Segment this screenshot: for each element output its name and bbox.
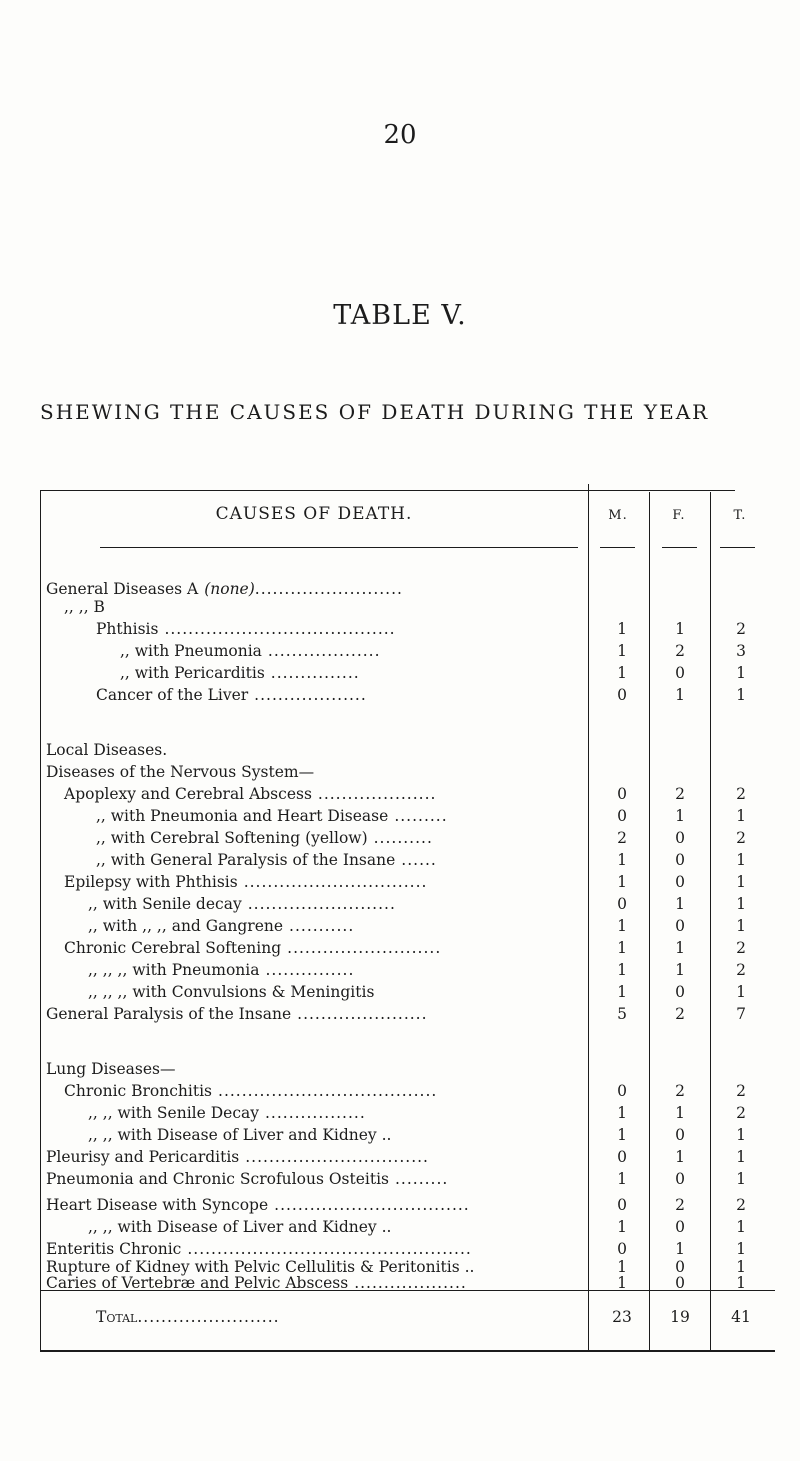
total-count: 7	[736, 1005, 746, 1023]
female-count: 1	[675, 1240, 685, 1258]
total-count: 1	[736, 983, 746, 1001]
cause-label-cell	[46, 741, 173, 759]
table-row	[0, 620, 800, 642]
cause-label-cell	[46, 1005, 428, 1023]
cause-label-cell	[88, 895, 396, 913]
cause-label-cell	[88, 1218, 397, 1236]
total-count: 2	[736, 829, 746, 847]
table-row	[0, 1060, 800, 1082]
table-row	[0, 829, 800, 851]
cause-label: ,, ,, ,, with Convulsions & Meningitis	[88, 983, 375, 1001]
cause-label-cell	[64, 598, 111, 616]
dot-leader: ...................	[254, 686, 367, 704]
dot-leader: .........	[394, 1170, 449, 1188]
female-count: 0	[675, 1274, 685, 1292]
total-count: 1	[736, 1218, 746, 1236]
dot-leader: ...............	[270, 664, 360, 682]
male-count: 1	[617, 642, 627, 660]
cause-label: Heart Disease with Syncope	[46, 1196, 269, 1214]
table-row	[0, 1218, 800, 1240]
table-title: TABLE V.	[333, 300, 467, 331]
female-count: 0	[675, 829, 685, 847]
table-row	[0, 642, 800, 664]
male-count: 1	[617, 939, 627, 957]
cause-label-cell	[96, 829, 433, 847]
cause-label: Caries of Vertebræ and Pelvic Abscess	[46, 1274, 349, 1292]
total-total: 41	[731, 1308, 751, 1326]
table-row	[0, 741, 800, 763]
cause-label: General Diseases A	[46, 580, 199, 598]
cause-label: ,, with Senile decay	[88, 895, 242, 913]
female-count: 0	[675, 983, 685, 1001]
total-male: 23	[612, 1308, 632, 1326]
female-count: 0	[675, 1258, 685, 1276]
cause-label-cell	[46, 1060, 181, 1078]
cause-label-cell	[88, 961, 354, 979]
male-count: 1	[617, 620, 627, 638]
table-row	[0, 807, 800, 829]
table-row	[0, 939, 800, 961]
column-header-male: M.	[608, 508, 628, 523]
male-count: 0	[617, 895, 627, 913]
cause-label: Rupture of Kidney with Pelvic Cellulitis & Peritonitis ..	[46, 1258, 475, 1276]
total-count: 1	[736, 1148, 746, 1166]
table-top-rule	[40, 490, 735, 491]
total-count: 3	[736, 642, 746, 660]
column-header-total: T.	[733, 508, 747, 523]
cause-label-cell	[46, 1196, 470, 1214]
total-count: 1	[736, 895, 746, 913]
dot-leader: ......	[401, 851, 437, 869]
cause-note: (none)	[204, 580, 255, 598]
total-count: 2	[736, 620, 746, 638]
dot-leader: ...........	[289, 917, 355, 935]
column-header-cause: CAUSES OF DEATH.	[215, 504, 413, 524]
total-count: 1	[736, 851, 746, 869]
cause-label-cell	[120, 642, 381, 660]
male-count: 0	[617, 1148, 627, 1166]
cause-label: ,, with ,, ,, and Gangrene	[88, 917, 284, 935]
cause-label-cell	[46, 580, 403, 598]
male-count: 1	[617, 1258, 627, 1276]
table-row	[0, 1104, 800, 1126]
cause-label: Epilepsy with Phthisis	[64, 873, 238, 891]
table-row	[0, 1126, 800, 1148]
cause-label-cell	[46, 763, 320, 781]
dot-leader: ....................	[317, 785, 437, 803]
cause-label-cell	[64, 1082, 437, 1100]
cause-label-cell	[88, 1104, 366, 1122]
total-count: 1	[736, 807, 746, 825]
female-count: 2	[675, 642, 685, 660]
cause-label-cell	[46, 1170, 448, 1188]
cause-label: Diseases of the Nervous System—	[46, 763, 315, 781]
total-count: 2	[736, 1196, 746, 1214]
table-row	[0, 1082, 800, 1104]
total-count: 2	[736, 1082, 746, 1100]
header-underline-m	[600, 547, 635, 548]
female-count: 2	[675, 1196, 685, 1214]
cause-label: Apoplexy and Cerebral Abscess	[64, 785, 312, 803]
male-count: 1	[617, 1218, 627, 1236]
cause-label: General Paralysis of the Insane	[46, 1005, 292, 1023]
cause-label-cell	[88, 917, 354, 935]
total-row	[0, 1308, 800, 1330]
male-count: 1	[617, 664, 627, 682]
cause-label-cell	[46, 1148, 429, 1166]
male-count: 1	[617, 873, 627, 891]
total-count: 1	[736, 664, 746, 682]
table-row	[0, 785, 800, 807]
total-label-cell	[96, 1308, 280, 1326]
total-count: 1	[736, 917, 746, 935]
table-row	[0, 961, 800, 983]
table-row	[0, 664, 800, 686]
female-count: 0	[675, 1218, 685, 1236]
table-row	[0, 895, 800, 917]
table-row	[0, 1148, 800, 1170]
cause-label-cell	[64, 785, 436, 803]
dot-leader: .....................................	[218, 1082, 438, 1100]
cause-label: ,, ,, B	[64, 598, 105, 616]
female-count: 1	[675, 961, 685, 979]
female-count: 0	[675, 917, 685, 935]
cause-label: Local Diseases.	[46, 741, 168, 759]
cause-label: ,, ,, with Senile Decay	[88, 1104, 259, 1122]
table-row	[0, 686, 800, 708]
dot-leader: .........................	[254, 580, 403, 598]
cause-label-cell	[96, 807, 448, 825]
cause-label-cell	[64, 939, 441, 957]
male-count: 1	[617, 851, 627, 869]
total-female: 19	[670, 1308, 690, 1326]
cause-label-cell	[96, 686, 367, 704]
female-count: 1	[675, 620, 685, 638]
cause-label: Pleurisy and Pericarditis	[46, 1148, 240, 1166]
table-subtitle: SHEWING THE CAUSES OF DEATH DURING THE YEAR	[40, 400, 710, 424]
total-count: 1	[736, 1274, 746, 1292]
cause-label: ,, with Pneumonia	[120, 642, 262, 660]
table-row	[0, 763, 800, 785]
male-count: 0	[617, 1240, 627, 1258]
cause-label: Chronic Cerebral Softening	[64, 939, 282, 957]
male-count: 0	[617, 686, 627, 704]
dot-leader: ..........	[373, 829, 433, 847]
table-row	[0, 1170, 800, 1192]
male-count: 1	[617, 1274, 627, 1292]
female-count: 1	[675, 686, 685, 704]
cause-label-cell	[88, 1126, 397, 1144]
cause-label: Pneumonia and Chronic Scrofulous Osteitis	[46, 1170, 389, 1188]
cause-label: ,, with General Paralysis of the Insane	[96, 851, 396, 869]
page-number: 20	[383, 120, 417, 150]
cause-label: ,, with Pneumonia and Heart Disease	[96, 807, 389, 825]
table-row	[0, 851, 800, 873]
dot-leader: ...............................	[243, 873, 428, 891]
table-row	[0, 1274, 800, 1296]
cause-label: Enteritis Chronic	[46, 1240, 182, 1258]
cause-label: ,, ,, with Disease of Liver and Kidney ..	[88, 1126, 392, 1144]
table-bottom-rule	[40, 1350, 775, 1352]
dot-leader: ...............................	[245, 1148, 429, 1166]
total-count: 1	[736, 1170, 746, 1188]
table-row	[0, 1196, 800, 1218]
female-count: 1	[675, 895, 685, 913]
table-row	[0, 598, 800, 620]
female-count: 2	[675, 1082, 685, 1100]
table-row	[0, 983, 800, 1005]
dot-leader: ......................	[297, 1005, 428, 1023]
cause-label: Cancer of the Liver	[96, 686, 249, 704]
cause-label: Chronic Bronchitis	[64, 1082, 213, 1100]
female-count: 0	[675, 664, 685, 682]
female-count: 1	[675, 807, 685, 825]
male-count: 1	[617, 1170, 627, 1188]
male-count: 1	[617, 983, 627, 1001]
column-header-female: F.	[672, 508, 686, 523]
total-count: 1	[736, 1240, 746, 1258]
male-count: 5	[617, 1005, 627, 1023]
cause-label: ,, ,, ,, with Pneumonia	[88, 961, 260, 979]
female-count: 0	[675, 873, 685, 891]
header-underline-f	[662, 547, 697, 548]
male-count: 1	[617, 1104, 627, 1122]
total-count: 2	[736, 785, 746, 803]
dot-leader: ...................	[354, 1274, 467, 1292]
total-count: 1	[736, 873, 746, 891]
cause-label-cell	[46, 1240, 472, 1258]
total-count: 1	[736, 1258, 746, 1276]
cause-label-cell	[64, 873, 427, 891]
male-count: 0	[617, 1082, 627, 1100]
female-count: 1	[675, 1148, 685, 1166]
male-count: 1	[617, 1126, 627, 1144]
cause-label-cell	[46, 1274, 467, 1292]
cause-label: ,, with Cerebral Softening (yellow)	[96, 829, 368, 847]
total-label: Total	[96, 1308, 138, 1326]
total-count: 1	[736, 686, 746, 704]
dot-leader: .........................	[247, 895, 396, 913]
header-underline-t	[720, 547, 755, 548]
table-row	[0, 873, 800, 895]
dot-leader: .................................	[274, 1196, 470, 1214]
female-count: 2	[675, 1005, 685, 1023]
total-count: 1	[736, 1126, 746, 1144]
dot-leader: ................................................	[187, 1240, 472, 1258]
cause-label: Lung Diseases—	[46, 1060, 176, 1078]
female-count: 2	[675, 785, 685, 803]
cause-label-cell	[96, 620, 396, 638]
cause-label: ,, with Pericarditis	[120, 664, 265, 682]
cause-label: ,, ,, with Disease of Liver and Kidney ..	[88, 1218, 392, 1236]
male-count: 1	[617, 917, 627, 935]
male-count: 1	[617, 961, 627, 979]
header-underline-cause	[100, 547, 578, 548]
total-count: 2	[736, 961, 746, 979]
cause-label: Phthisis	[96, 620, 159, 638]
table-row	[0, 917, 800, 939]
female-count: 0	[675, 851, 685, 869]
male-count: 2	[617, 829, 627, 847]
cause-label-cell	[88, 983, 380, 1001]
cause-label-cell	[96, 851, 437, 869]
dot-leader: .......................................	[164, 620, 396, 638]
female-count: 1	[675, 939, 685, 957]
female-count: 0	[675, 1170, 685, 1188]
cause-label-cell	[120, 664, 360, 682]
dot-leader: ..........................	[287, 939, 442, 957]
total-count: 2	[736, 939, 746, 957]
dot-leader: .................	[265, 1104, 366, 1122]
male-count: 0	[617, 785, 627, 803]
dot-leader: .........	[394, 807, 448, 825]
female-count: 0	[675, 1126, 685, 1144]
female-count: 1	[675, 1104, 685, 1122]
dot-leader: ...................	[267, 642, 381, 660]
male-count: 0	[617, 807, 627, 825]
total-leader: ........................	[137, 1308, 280, 1326]
dot-leader: ...............	[265, 961, 355, 979]
table-row	[0, 1005, 800, 1027]
male-count: 0	[617, 1196, 627, 1214]
total-count: 2	[736, 1104, 746, 1122]
